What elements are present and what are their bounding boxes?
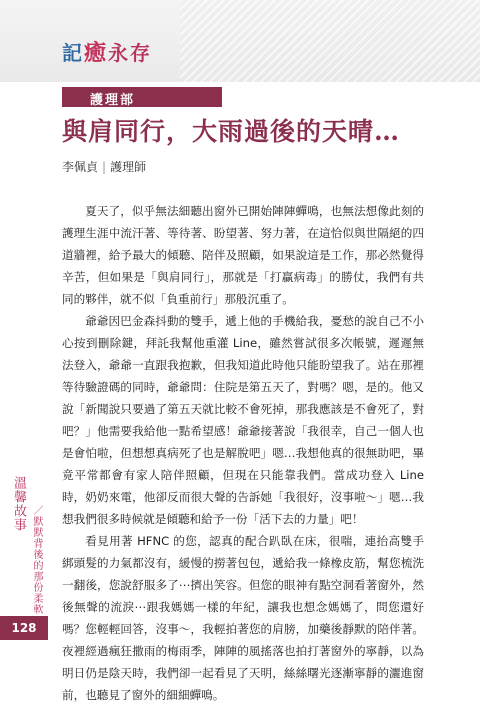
column-logo [62, 36, 152, 67]
author-separator: | [102, 160, 107, 174]
page-number: 128 [0, 616, 48, 640]
logo-char-2: 癒 [84, 40, 109, 66]
paragraph-2: 爺爺因巴金森抖動的雙手，遞上他的手機給我，憂愁的說自己不小心按到刪除鍵，拜託我幫他重灌 Line，雖然嘗試很多次帳號，遲遲無法登入，爺爺一直跟我抱歉，但我知道此時他只能盼望我了。站在那裡等待驗證碼的同時，爺爺問：住院是第五天了，對嗎？嗯，是的。他又說「新聞說只要過了第五天就比較不會死掉，那我應該是不會死了，對吧？」他需要我給他一點希望感！爺爺接著說「我很幸，自己一個人也是會怕啦，但想想真病死了也是解脫吧」嗯…我想他真的很無助吧，畢竟平常都會有家人陪伴照顧，但現在只能靠我們。當成功登入 Line 時，奶奶來電，他卻反而很大聲的告訴她「我很好，沒事啦～」嗯…我想我們很多時候就是傾聽和給予一份「活下去的力量」吧！ [62, 314, 424, 526]
department-label: 護理部 [90, 93, 136, 108]
logo-char-3: 永存 [108, 41, 153, 65]
side-section-sub: ／默默背後的那份柔軟 [31, 505, 42, 615]
author-role: 護理師 [110, 160, 147, 174]
paragraph-1: 夏天了，似乎無法細聽出窗外已開始陣陣蟬鳴，也無法想像此刻的護理生涯中流汗著、等待著、盼望著、努力著，在這恰似與世隔絕的四道牆裡，給予最大的傾聽、陪伴及照顧，如果說這是工作，那必然覺得辛苦，但如果是「與肩同行」，那就是「打贏病毒」的勝仗，我們有共同的夥伴，就不似「負重前行」那般沉重了。 [62, 204, 424, 306]
author-line [62, 158, 146, 175]
logo-char-1: 記 [62, 41, 84, 65]
article-body [62, 200, 424, 706]
article-title: 與肩同行，大雨過後的天晴… [62, 117, 401, 146]
paragraph-3: 看見用著 HFNC 的您，認真的配合趴臥在床，很喘，連抬高雙手綁頭髮的力氣都沒有，緩慢的撈著包包，遞給我一條橡皮筋，幫您梳洗一翻後，您說舒服多了⋯擠出笑容。但您的眼神有點空洞看著窗外，然後無聲的流淚⋯跟我媽媽一樣的年紀，讓我也想念媽媽了，問您還好嗎？您輕輕回答，沒事～，我輕拍著您的肩膀，加藥後靜默的陪伴著。夜裡經過瘋狂撒雨的梅雨季，陣陣的風搖落也拍打著窗外的寧靜，以為明日仍是陰天時，我們卻一起看見了天明，絲絲曙光逐漸寧靜的灑進窗前，也聽見了窗外的細細蟬鳴。 [62, 534, 424, 702]
author-name: 李佩貞 [62, 160, 99, 174]
department-bar [62, 87, 222, 107]
side-section-label: 溫馨故事 [11, 476, 26, 532]
